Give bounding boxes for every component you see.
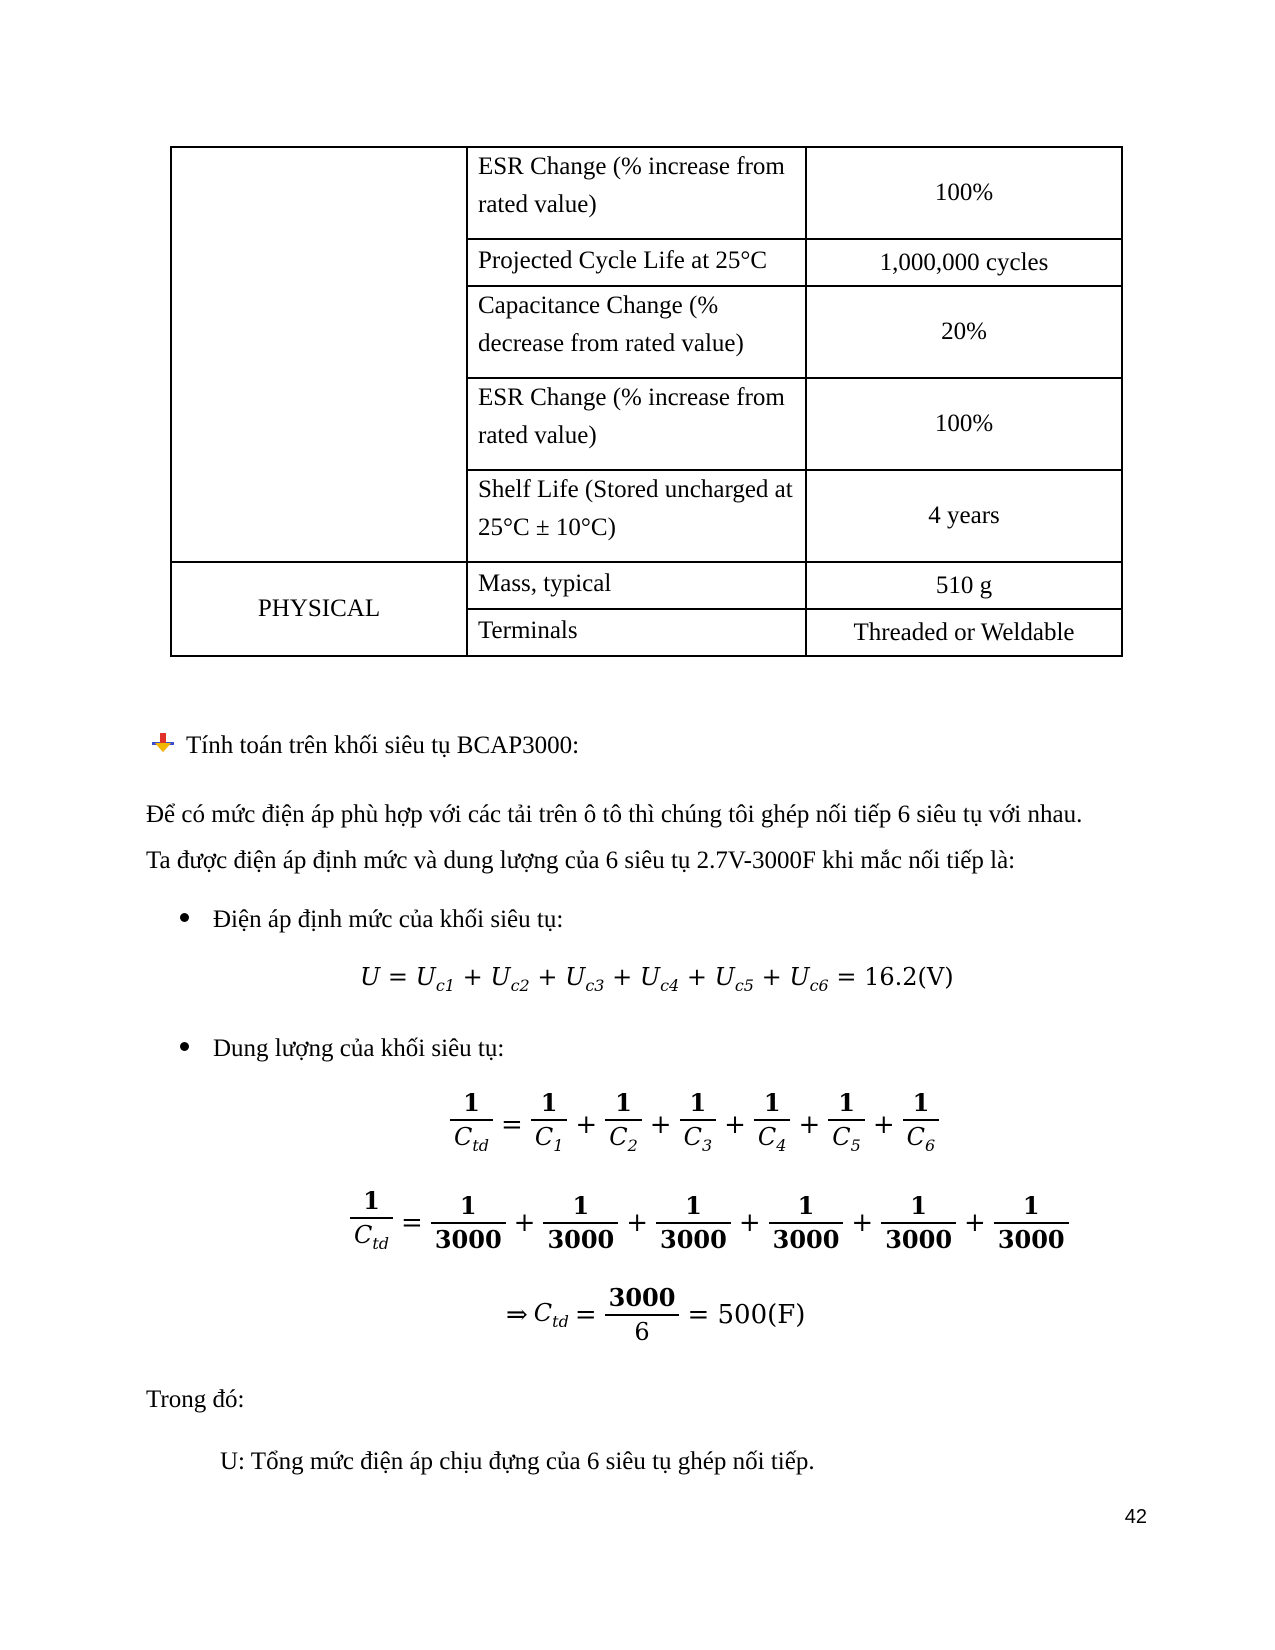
voltage-equation: $U = U_{c1} + U_{c2} + U_{c3} + U_{c4} + U_{c5} + U_{c6} = 16.2(V)$ — [360, 963, 954, 995]
value-cell: 100% — [806, 147, 1122, 239]
heading-text: Tính toán trên khối siêu tụ BCAP3000: — [186, 732, 580, 759]
voltage-result: = 16.2(V) — [836, 963, 954, 991]
bullet-item — [180, 1034, 504, 1064]
page-number: 42 — [1124, 1506, 1147, 1528]
bullet-text: Dung lượng của khối siêu tụ: — [213, 1035, 505, 1062]
param-cell: Shelf Life (Stored uncharged at 25°C ± 10°C) — [467, 470, 806, 562]
paragraph-line: Để có mức điện áp phù hợp với các tải trên ô tô thì chúng tôi ghép nối tiếp 6 siêu tụ với nhau. — [146, 801, 1083, 828]
param-cell: Capacitance Change (% decrease from rated value) — [467, 286, 806, 378]
value-cell: 100% — [806, 378, 1122, 470]
result-denominator: 6 — [634, 1318, 650, 1346]
param-cell: ESR Change (% increase from rated value) — [467, 378, 806, 470]
value-cell: 20% — [806, 286, 1122, 378]
paragraph-line: Ta được điện áp định mức và dung lượng của 6 siêu tụ 2.7V-3000F khi mắc nối tiếp là: — [146, 847, 1016, 874]
param-cell: Mass, typical — [467, 562, 806, 609]
section-heading — [152, 731, 579, 761]
down-arrow-bullet-icon — [152, 733, 174, 755]
u-description: U: Tổng mức điện áp chịu đựng của 6 siêu tụ ghép nối tiếp. — [220, 1448, 815, 1475]
where-label: Trong đó: — [146, 1386, 245, 1413]
intro-paragraph — [146, 792, 1082, 884]
capacitance-formula: $\frac{1}{C_{td}}$ = $\frac{1}{C_1}$ + $\frac{1}{C_2}$ + $\frac{1}{C_3}$ + $\frac{1}{C_4}$ + $\frac{1}{C_5}$ + $\frac{1}{C_6}$ — [448, 1087, 941, 1162]
param-cell: ESR Change (% increase from rated value) — [467, 147, 806, 239]
bullet-text: Điện áp định mức của khối siêu tụ: — [213, 906, 564, 933]
capacitance-substitution: $\frac{1}{C_{td}}$ = $\frac{1}{3000}$ + $\frac{1}{3000}$ + $\frac{1}{3000}$ + $\frac{1}{3000}$ + $\frac{1}{3000}$ + $\frac{1}{3000}$ — [348, 1185, 1071, 1260]
table-row — [171, 562, 1122, 609]
table-row — [171, 147, 1122, 239]
value-cell: 510 g — [806, 562, 1122, 609]
param-cell: Projected Cycle Life at 25°C — [467, 239, 806, 286]
capacitance-result: ⇒ $C_{td}$ = $\frac{3000}{6}$ = 500(F) — [506, 1283, 806, 1346]
param-cell: Terminals — [467, 609, 806, 656]
bullet-icon — [180, 1042, 189, 1051]
bullet-item — [180, 905, 563, 935]
empty-category-cell — [171, 147, 467, 562]
result-numerator: 3000 — [608, 1283, 676, 1312]
value-cell: 1,000,000 cycles — [806, 239, 1122, 286]
result-value: = 500(F) — [687, 1300, 806, 1330]
physical-category-cell: PHYSICAL — [171, 562, 467, 656]
bullet-icon — [180, 913, 189, 922]
value-cell: Threaded or Weldable — [806, 609, 1122, 656]
spec-table — [170, 146, 1123, 657]
value-cell: 4 years — [806, 470, 1122, 562]
